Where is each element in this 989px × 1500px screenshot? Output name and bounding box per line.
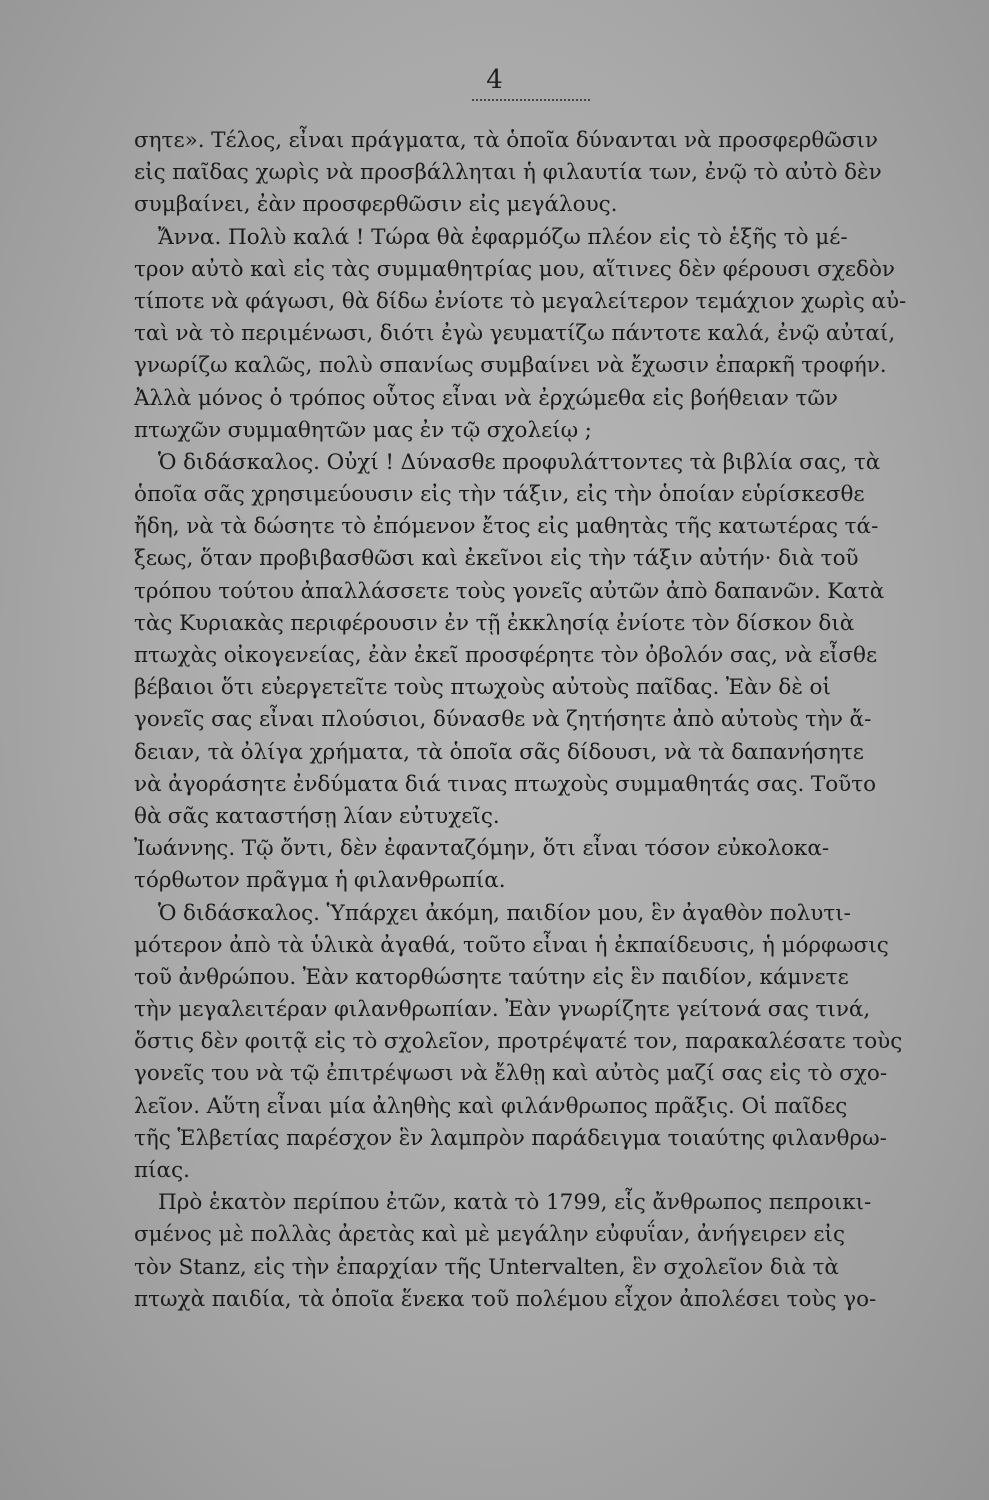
text-line: μότερον ἀπὸ τὰ ὑλικὰ ἀγαθά, τοῦτο εἶναι ἡ ἐκπαίδευσις, ἡ μόρφωσις <box>134 932 889 958</box>
text-line: γνωρίζω καλῶς, πολὺ σπανίως συμβαίνει νὰ ἔχωσιν ἐπαρκῆ τροφήν. <box>134 353 887 379</box>
text-line: νὰ ἀγοράσητε ἐνδύματα διά τινας πτωχοὺς συμμαθητάς σας. Τοῦτο <box>134 771 877 797</box>
text-line: Πρὸ ἑκατὸν περίπου ἐτῶν, κατὰ τὸ 1799, εἷς ἄνθρωπος πεπροικι- <box>158 1190 872 1216</box>
text-line: γονεῖς του νὰ τῷ ἐπιτρέψωσι νὰ ἔλθῃ καὶ αὐτὸς μαζί σας εἰς τὸ σχο- <box>134 1061 888 1087</box>
text-line: σμένος μὲ πολλὰς ἀρετὰς καὶ μὲ μεγάλην εὐφυΐαν, ἀνήγειρεν εἰς <box>134 1222 845 1248</box>
text-line: σητε». Τέλος, εἶναι πράγματα, τὰ ὁποῖα δύνανται νὰ προσφερθῶσιν <box>134 128 879 153</box>
text-line: τὰς Κυριακὰς περιφέρουσιν ἐν τῇ ἐκκλησίᾳ ἐνίοτε τὸν δίσκον διὰ <box>134 610 855 636</box>
text-line: τοῦ ἀνθρώπου. Ἐὰν κατορθώσητε ταύτην εἰς ἓν παιδίον, κάμνετε <box>134 964 849 990</box>
text-line: γονεῖς σας εἶναι πλούσιοι, δύνασθε νὰ ζητήσητε ἀπὸ αὐτοὺς τὴν ἄ- <box>134 707 872 733</box>
text-line: πτωχῶν συμμαθητῶν μας ἐν τῷ σχολείῳ ; <box>134 417 592 443</box>
text-line: τρόπου τούτου ἀπαλλάσσετε τοὺς γονεῖς αὐτῶν ἀπὸ δαπανῶν. Κατὰ <box>134 578 885 604</box>
text-line: τίποτε νὰ φάγωσι, θὰ δίδω ἐνίοτε τὸ μεγαλείτερον τεμάχιον χωρὶς αὐ- <box>134 288 907 314</box>
text-line: τῆς Ἑλβετίας παρέσχον ἓν λαμπρὸν παράδειγμα τοιαύτης φιλανθρω- <box>134 1125 887 1151</box>
text-line: ἤδη, νὰ τὰ δώσητε τὸ ἐπόμενον ἔτος εἰς μαθητὰς τῆς κατωτέρας τά- <box>134 514 879 540</box>
text-line: θὰ σᾶς καταστήσῃ λίαν εὐτυχεῖς. <box>134 803 500 829</box>
text-line: Ὁ διδάσκαλος. Ὑπάρχει ἀκόμη, παιδίον μου, ἓν ἀγαθὸν πολυτι- <box>158 900 851 926</box>
text-line: πίας. <box>134 1158 190 1183</box>
text-line: δειαν, τὰ ὀλίγα χρήματα, τὰ ὁποῖα σᾶς δίδουσι, νὰ τὰ δαπανήσητε <box>134 739 864 765</box>
text-line: ταὶ νὰ τὸ περιμένωσι, διότι ἐγὼ γευματίζω πάντοτε καλά, ἐνῷ αὐταί, <box>134 321 896 347</box>
page-number: 4 <box>486 65 503 95</box>
text-line: Ἄννα. Πολὺ καλά ! Τώρα θὰ ἐφαρμόζω πλέον εἰς τὸ ἑξῆς τὸ μέ- <box>158 224 848 250</box>
text-line: τὸν Stanz, εἰς τὴν ἐπαρχίαν τῆς Untervalten, ἓν σχολεῖον διὰ τὰ <box>134 1254 839 1280</box>
text-line: λεῖον. Αὕτη εἶναι μία ἀληθὴς καὶ φιλάνθρωπος πρᾶξις. Οἱ παῖδες <box>134 1093 848 1119</box>
text-line: βέβαιοι ὅτι εὐεργετεῖτε τοὺς πτωχοὺς αὐτοὺς παῖδας. Ἐὰν δὲ οἱ <box>134 675 831 701</box>
text-line: εἰς παῖδας χωρὶς νὰ προσβάλληται ἡ φιλαυτία των, ἐνῷ τὸ αὐτὸ δὲν <box>134 160 882 186</box>
text-line: ὅστις δὲν φοιτᾷ εἰς τὸ σχολεῖον, προτρέψατέ τον, παρακαλέσατε τοὺς <box>134 1029 903 1055</box>
text-line: ὁποῖα σᾶς χρησιμεύουσιν εἰς τὴν τάξιν, εἰς τὴν ὁποίαν εὑρίσκεσθε <box>134 482 865 508</box>
text-line: πτωχὰ παιδία, τὰ ὁποῖα ἕνεκα τοῦ πολέμου εἶχον ἀπολέσει τοὺς γο- <box>134 1286 877 1312</box>
page-text <box>134 125 944 1316</box>
text-line: τὴν μεγαλειτέραν φιλανθρωπίαν. Ἐὰν γνωρίζητε γείτονά σας τινά, <box>134 997 871 1023</box>
text-line: Ἀλλὰ μόνος ὁ τρόπος οὗτος εἶναι νὰ ἐρχώμεθα εἰς βοήθειαν τῶν <box>134 385 838 411</box>
text-line: Ἰωάννης. Τῷ ὄντι, δὲν ἐφανταζόμην, ὅτι εἶναι τόσον εὐκολοκα- <box>134 836 830 862</box>
text-line: τρον αὐτὸ καὶ εἰς τὰς συμμαθητρίας μου, αἵτινες δὲν φέρουσι σχεδὸν <box>134 256 895 282</box>
text-line: ξεως, ὅταν προβιβασθῶσι καὶ ἐκεῖνοι εἰς τὴν τάξιν αὐτήν· διὰ τοῦ <box>134 546 859 572</box>
text-line: πτωχὰς οἰκογενείας, ἐὰν ἐκεῖ προσφέρητε τὸν ὀβολόν σας, νὰ εἶσθε <box>134 643 878 668</box>
page-number-rule <box>472 99 590 101</box>
text-line: συμβαίνει, ἐὰν προσφερθῶσιν εἰς μεγάλους. <box>134 192 618 218</box>
text-line: Ὁ διδάσκαλος. Οὐχί ! Δύνασθε προφυλάττοντες τὰ βιβλία σας, τὰ <box>158 449 881 475</box>
text-line: τόρθωτον πρᾶγμα ἡ φιλανθρωπία. <box>134 868 506 894</box>
